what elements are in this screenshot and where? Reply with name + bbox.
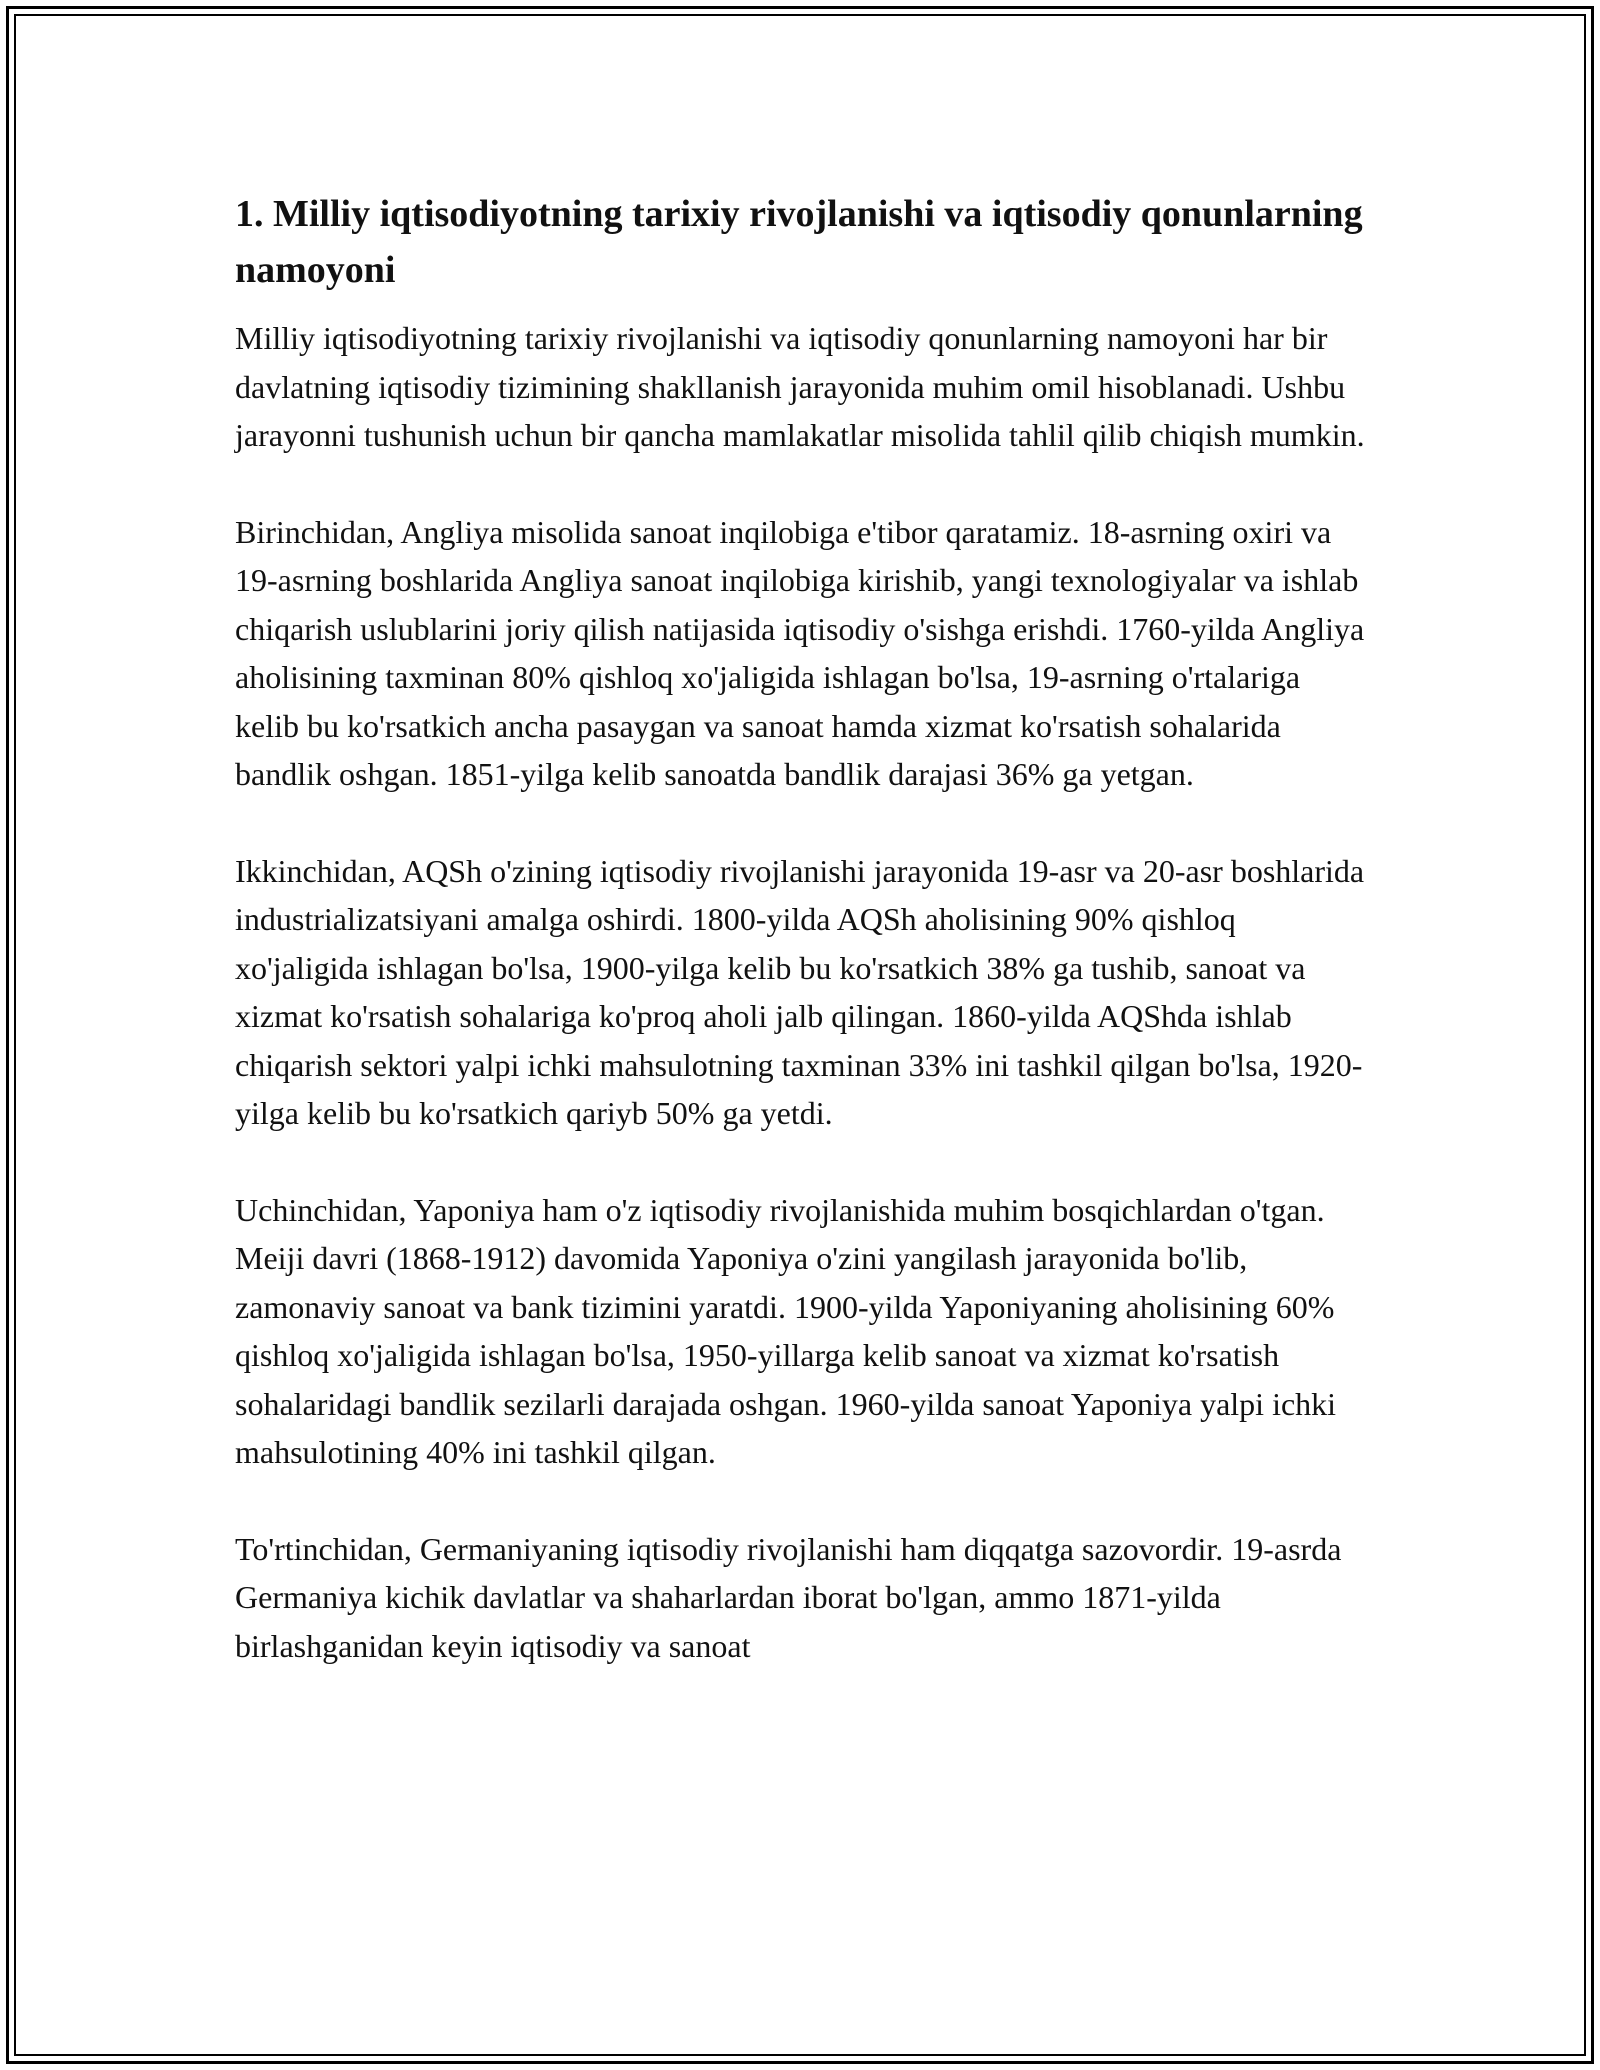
paragraph-intro: Milliy iqtisodiyotning tarixiy rivojlanishi va iqtisodiy qonunlarning namoyoni har bir davlatning iqtisodiy tizimining shakllanish jarayonida muhim omil hisoblanadi. Ushbu jarayonni tushunish uchun bir qancha mamlakatlar misolida tahlil qilib chiqish mumkin.	[235, 320, 1365, 453]
section-heading: 1. Milliy iqtisodiyotning tarixiy rivojlanishi va iqtisodiy qonunlarning namoyoni	[235, 193, 1363, 291]
paragraph-england: Birinchidan, Angliya misolida sanoat inqilobiga e'tibor qaratamiz. 18-asrning oxiri va 19-asrning boshlarida Angliya sanoat inqilobiga kirishib, yangi texnologiyalar va ishlab chiqarish uslublarini joriy qilish natijasida iqtisodiy o'sishga erishdi. 1760-yilda Angliya aholisining taxminan 80% qishloq xo'jaligida ishlagan bo'lsa, 19-asrning o'rtalariga kelib bu ko'rsatkich ancha pasaygan va sanoat hamda xizmat ko'rsatish sohalarida bandlik oshgan. 1851-yilga kelib sanoatda bandlik darajasi 36% ga yetgan.	[235, 513, 1365, 792]
paragraph-japan: Uchinchidan, Yaponiya ham o'z iqtisodiy rivojlanishida muhim bosqichlardan o'tgan. Meiji davri (1868-1912) davomida Yaponiya o'zini yangilash jarayonida bo'lib, zamonaviy sanoat va bank tizimini yaratdi. 1900-yilda Yaponiyaning aholisining 60% qishloq xo'jaligida ishlagan bo'lsa, 1950-yillarga kelib sanoat va xizmat ko'rsatish sohalaridagi bandlik sezilarli darajada oshgan. 1960-yilda sanoat Yaponiya yalpi ichki mahsulotining 40% ini tashkil qilgan.	[235, 1191, 1337, 1470]
paragraph-usa: Ikkinchidan, AQSh o'zining iqtisodiy rivojlanishi jarayonida 19-asr va 20-asr boshlarida industrializatsiyani amalga oshirdi. 1800-yilda AQSh aholisining 90% qishloq xo'jaligida ishlagan bo'lsa, 1900-yilga kelib bu ko'rsatkich 38% ga tushib, sanoat va xizmat ko'rsatish sohalariga ko'proq aholi jalb qilingan. 1860-yilda AQShda ishlab chiqarish sektori yalpi ichki mahsulotning taxminan 33% ini tashkil qilgan bo'lsa, 1920-yilga kelib bu ko'rsatkich qariyb 50% ga yetdi.	[235, 852, 1365, 1131]
paragraph-germany: To'rtinchidan, Germaniyaning iqtisodiy rivojlanishi ham diqqatga sazovordir. 19-asrda Germaniya kichik davlatlar va shaharlardan iborat bo'lgan, ammo 1871-yilda birlashganidan keyin iqtisodiy va sanoat	[235, 1530, 1342, 1664]
document-body	[235, 186, 1365, 1718]
